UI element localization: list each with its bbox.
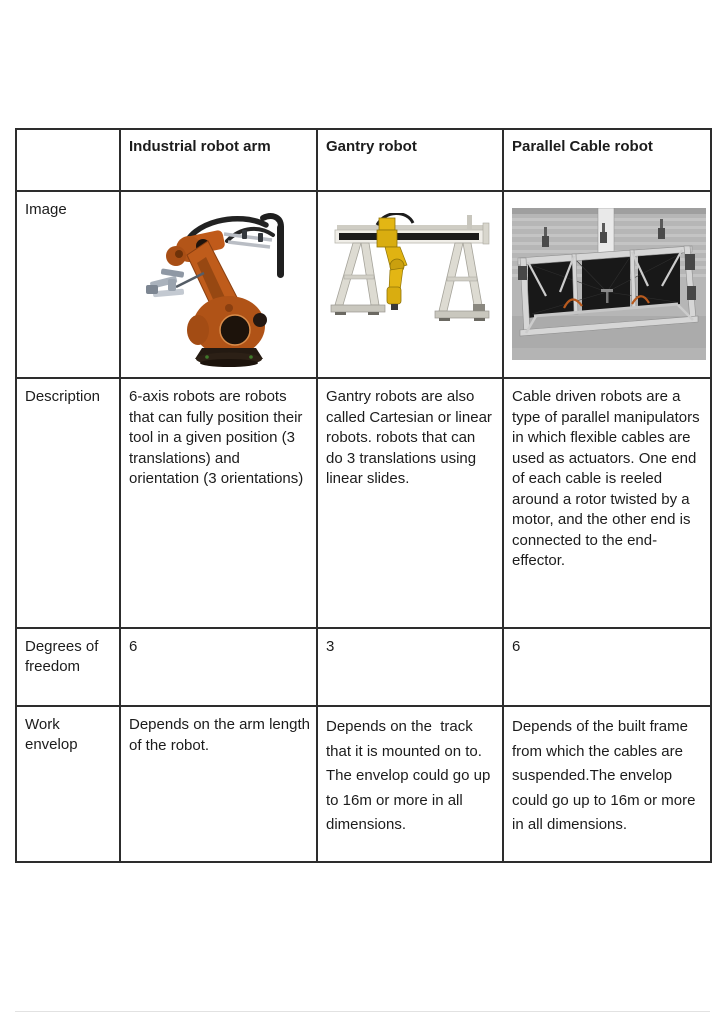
row-label-degrees-of-freedom: Degrees of freedom (16, 628, 120, 706)
parallel-cable-robot-image-cell (503, 191, 711, 378)
description-cable-cell: Cable driven robots are a type of parallel manipulators in which flexible cables are used as actuators. One end of each cable is reeled around a rotor twisted by a motor, and the other end is connected to the end-effector. (503, 378, 711, 628)
parallel-cable-robot-photo (512, 208, 706, 360)
header-row (16, 129, 711, 191)
work-cable-cell: Depends of the built frame from which the cables are suspended.The envelop could go up to 16m or more in all dimensions. (503, 706, 711, 862)
header-industrial-robot-arm: Industrial robot arm (120, 129, 317, 191)
dof-industrial-cell: 6 (120, 628, 317, 706)
description-row (16, 378, 711, 628)
gantry-robot-photo (327, 213, 495, 331)
header-empty-cell (16, 129, 120, 191)
work-industrial-cell: Depends on the arm length of the robot. (120, 706, 317, 862)
work-envelop-row (16, 706, 711, 862)
row-label-description: Description (16, 378, 120, 628)
industrial-robot-image-cell (120, 191, 317, 378)
degrees-of-freedom-row (16, 628, 711, 706)
row-label-work-envelop: Work envelop (16, 706, 120, 862)
dof-gantry-cell: 3 (317, 628, 503, 706)
gantry-robot-image-cell (317, 191, 503, 378)
work-gantry-cell: Depends on the track that it is mounted on to. The envelop could go up to 16m or more in all dimensions. (317, 706, 503, 862)
image-row (16, 191, 711, 378)
header-gantry-robot: Gantry robot (317, 129, 503, 191)
header-parallel-cable-robot: Parallel Cable robot (503, 129, 711, 191)
row-label-image: Image (16, 191, 120, 378)
industrial-robot-arm-photo (132, 209, 308, 371)
robot-comparison-table (15, 128, 712, 863)
dof-cable-cell: 6 (503, 628, 711, 706)
description-gantry-cell: Gantry robots are also called Cartesian or linear robots. robots that can do 3 translations using linear slides. (317, 378, 503, 628)
description-industrial-cell: 6-axis robots are robots that can fully position their tool in a given position (3 translations) and orientation (3 orientations) (120, 378, 317, 628)
page-bottom-artifact-line (15, 1011, 710, 1012)
